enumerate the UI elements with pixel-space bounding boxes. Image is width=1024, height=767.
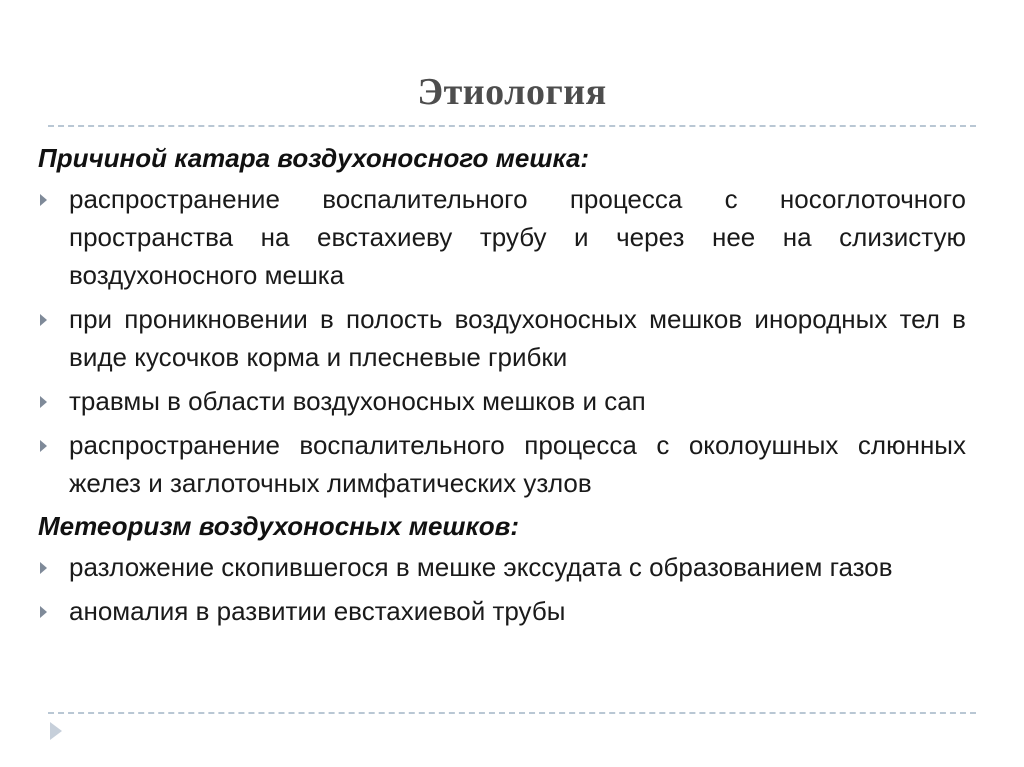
- bullet-triangle-icon: [40, 396, 47, 408]
- slide-content: [38, 140, 966, 636]
- list-item: [38, 548, 966, 586]
- section-heading-meteorism: Метеоризм воздухоносных мешков:: [38, 511, 519, 541]
- next-slide-icon[interactable]: [50, 722, 62, 740]
- list-item: [38, 180, 966, 294]
- list-item: [38, 426, 966, 502]
- list-item-text: травмы в области воздухоносных мешков и сап: [69, 386, 646, 416]
- list-item-text: аномалия в развитии евстахиевой трубы: [69, 596, 566, 626]
- list-item-text: разложение скопившегося в мешке экссудата с образованием газов: [69, 552, 893, 582]
- bullet-triangle-icon: [40, 440, 47, 452]
- list-item: [38, 300, 966, 376]
- slide-title: Этиология: [417, 71, 607, 113]
- bullet-triangle-icon: [40, 314, 47, 326]
- list-item-text: распространение воспалительного процесса с околоушных слюнных желез и заглоточных лимфатических узлов: [69, 430, 966, 498]
- bullet-triangle-icon: [40, 562, 47, 574]
- top-divider: [48, 125, 976, 127]
- list-item-text: при проникновении в полость воздухоносных мешков инородных тел в виде кусочков корма и плесневые грибки: [69, 304, 966, 372]
- list-item: [38, 592, 966, 630]
- bullet-triangle-icon: [40, 194, 47, 206]
- bullet-triangle-icon: [40, 606, 47, 618]
- list-item: [38, 382, 966, 420]
- list-item-text: распространение воспалительного процесса с носоглоточного пространства на евстахиеву трубу и через нее на слизистую воздухоносного мешка: [69, 184, 966, 290]
- bottom-divider: [48, 712, 976, 714]
- section-heading-causes: Причиной катара воздухоносного мешка:: [38, 143, 590, 173]
